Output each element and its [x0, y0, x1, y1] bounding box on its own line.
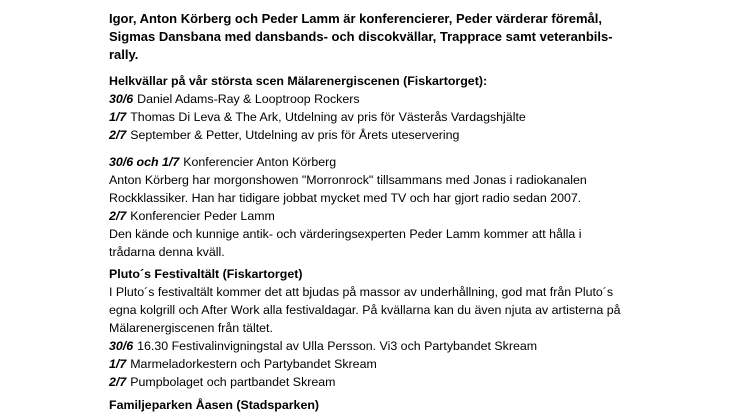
- intro-line: Sigmas Dansbana med dansbands- och discokvällar, Trapprace samt veteranbils-: [109, 29, 613, 44]
- section-heading: Pluto´s Festivaltält (Fiskartorget): [109, 267, 303, 281]
- description-line: Den kände och kunnige antik- och värderingsexperten Peder Lamm kommer att hålla i: [109, 227, 582, 241]
- schedule-item: [109, 337, 739, 355]
- schedule-date: 1/7: [109, 357, 127, 371]
- section-family-park: [109, 396, 739, 414]
- schedule-date: 30/6 och 1/7: [109, 155, 180, 169]
- schedule-date: 30/6: [109, 339, 134, 353]
- schedule-date: 2/7: [109, 209, 127, 223]
- section-heading: Familjeparken Åasen (Stadsparken): [109, 398, 320, 412]
- intro-line: Igor, Anton Körberg och Peder Lamm är konferencierer, Peder värderar föremål,: [109, 11, 602, 26]
- schedule-text: Konferencier Peder Lamm: [130, 209, 275, 223]
- section-festival-tent: [109, 265, 739, 391]
- section-mainstage: [109, 72, 739, 144]
- schedule-date: 2/7: [109, 128, 127, 142]
- schedule-item: [109, 108, 739, 126]
- schedule-text: Pumpbolaget och partbandet Skream: [130, 375, 336, 389]
- description-line: Rockklassiker. Han har tidigare jobbat mycket med TV och har gjort radio sedan 2007.: [109, 191, 582, 205]
- schedule-text: Daniel Adams-Ray & Looptroop Rockers: [137, 92, 360, 106]
- section-hosts: [109, 153, 739, 261]
- schedule-text: 16.30 Festivalinvigningstal av Ulla Persson. Vi3 och Partybandet Skream: [137, 339, 538, 353]
- schedule-item: [109, 355, 739, 373]
- description-line: I Pluto´s festivaltält kommer det att bjudas på massor av underhållning, god mat från Pluto´s: [109, 285, 614, 299]
- description-line: trådarna denna kväll.: [109, 245, 225, 259]
- schedule-item: [109, 153, 739, 171]
- description-line: egna kolgrill och After Work alla festivaldagar. På kvällarna kan du även njuta av artisterna på: [109, 303, 621, 317]
- schedule-date: 2/7: [109, 375, 127, 389]
- schedule-date: 1/7: [109, 110, 127, 124]
- schedule-date: 30/6: [109, 92, 134, 106]
- schedule-text: Marmeladorkestern och Partybandet Skream: [130, 357, 377, 371]
- description-line: Anton Körberg har morgonshowen "Morronrock" tillsammans med Jonas i radiokanalen: [109, 173, 587, 187]
- schedule-item: [109, 126, 739, 144]
- schedule-text: Konferencier Anton Körberg: [183, 155, 337, 169]
- schedule-item: [109, 373, 739, 391]
- description-line: Mälarenergiscenen från tältet.: [109, 321, 273, 335]
- schedule-item: [109, 90, 739, 108]
- schedule-text: September & Petter, Utdelning av pris för Årets uteservering: [130, 128, 460, 142]
- schedule-item: [109, 207, 739, 225]
- intro-line: rally.: [109, 47, 139, 62]
- intro-paragraph: [109, 0, 739, 64]
- section-heading: Helkvällar på vår största scen Mälarenergiscenen (Fiskartorget):: [109, 74, 488, 88]
- schedule-text: Thomas Di Leva & The Ark, Utdelning av pris för Västerås Vardagshjälte: [130, 110, 526, 124]
